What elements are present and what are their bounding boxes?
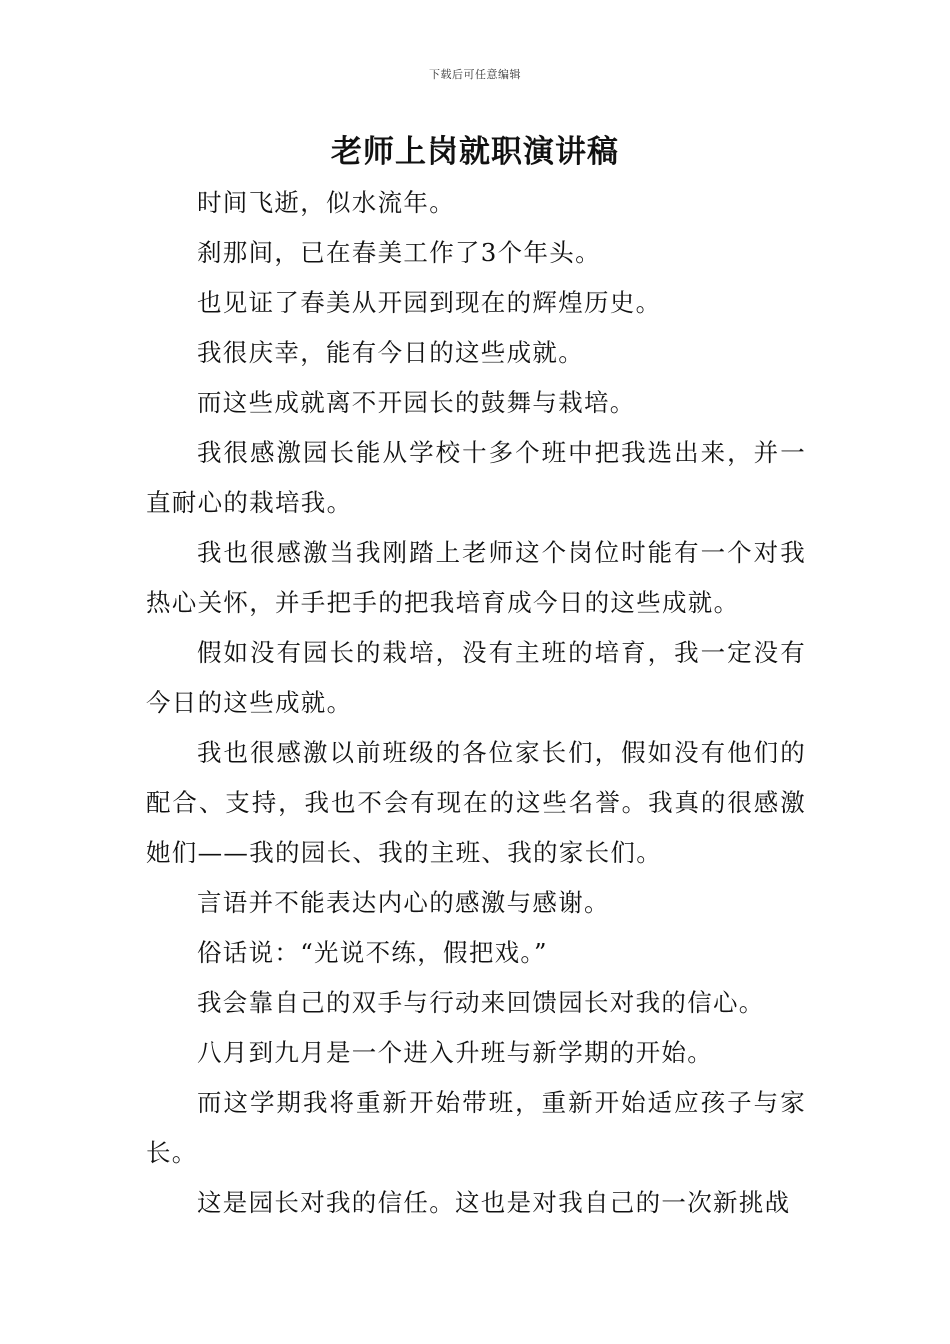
paragraph: 言语并不能表达内心的感激与感谢。 — [197, 888, 610, 917]
paragraph: 而这些成就离不开园长的鼓舞与栽培。 — [197, 388, 636, 417]
paragraph: 也见证了春美从开园到现在的辉煌历史。 — [197, 288, 662, 317]
paragraph: 我会靠自己的双手与行动来回馈园长对我的信心。 — [197, 988, 765, 1017]
paragraph: 我也很感激以前班级的各位家长们，假如没有他们的配合、支持，我也不会有现在的这些名誉。我真的很感激她们——我的园长、我的主班、我的家长们。 — [146, 738, 806, 867]
paragraph: 刹那间，已在春美工作了3个年头。 — [197, 238, 601, 267]
paragraph: 我也很感激当我刚踏上老师这个岗位时能有一个对我热心关怀，并手把手的把我培育成今日的这些成就。 — [146, 538, 806, 617]
paragraph: 假如没有园长的栽培，没有主班的培育，我一定没有今日的这些成就。 — [146, 638, 806, 717]
paragraph: 八月到九月是一个进入升班与新学期的开始。 — [197, 1038, 713, 1067]
paragraph: 俗话说：“光说不练，假把戏。” — [197, 938, 548, 967]
document-title: 老师上岗就职演讲稿 — [331, 134, 619, 170]
document-body — [146, 178, 806, 1228]
paragraph: 而这学期我将重新开始带班，重新开始适应孩子与家长。 — [146, 1088, 806, 1167]
paragraph: 时间飞逝，似水流年。 — [197, 188, 455, 217]
header-note: 下载后可任意编辑 — [429, 68, 521, 81]
paragraph: 我很感激园长能从学校十多个班中把我选出来，并一直耐心的栽培我。 — [146, 438, 806, 517]
paragraph: 我很庆幸，能有今日的这些成就。 — [197, 338, 584, 367]
paragraph: 这是园长对我的信任。这也是对我自己的一次新挑战 — [197, 1188, 791, 1217]
